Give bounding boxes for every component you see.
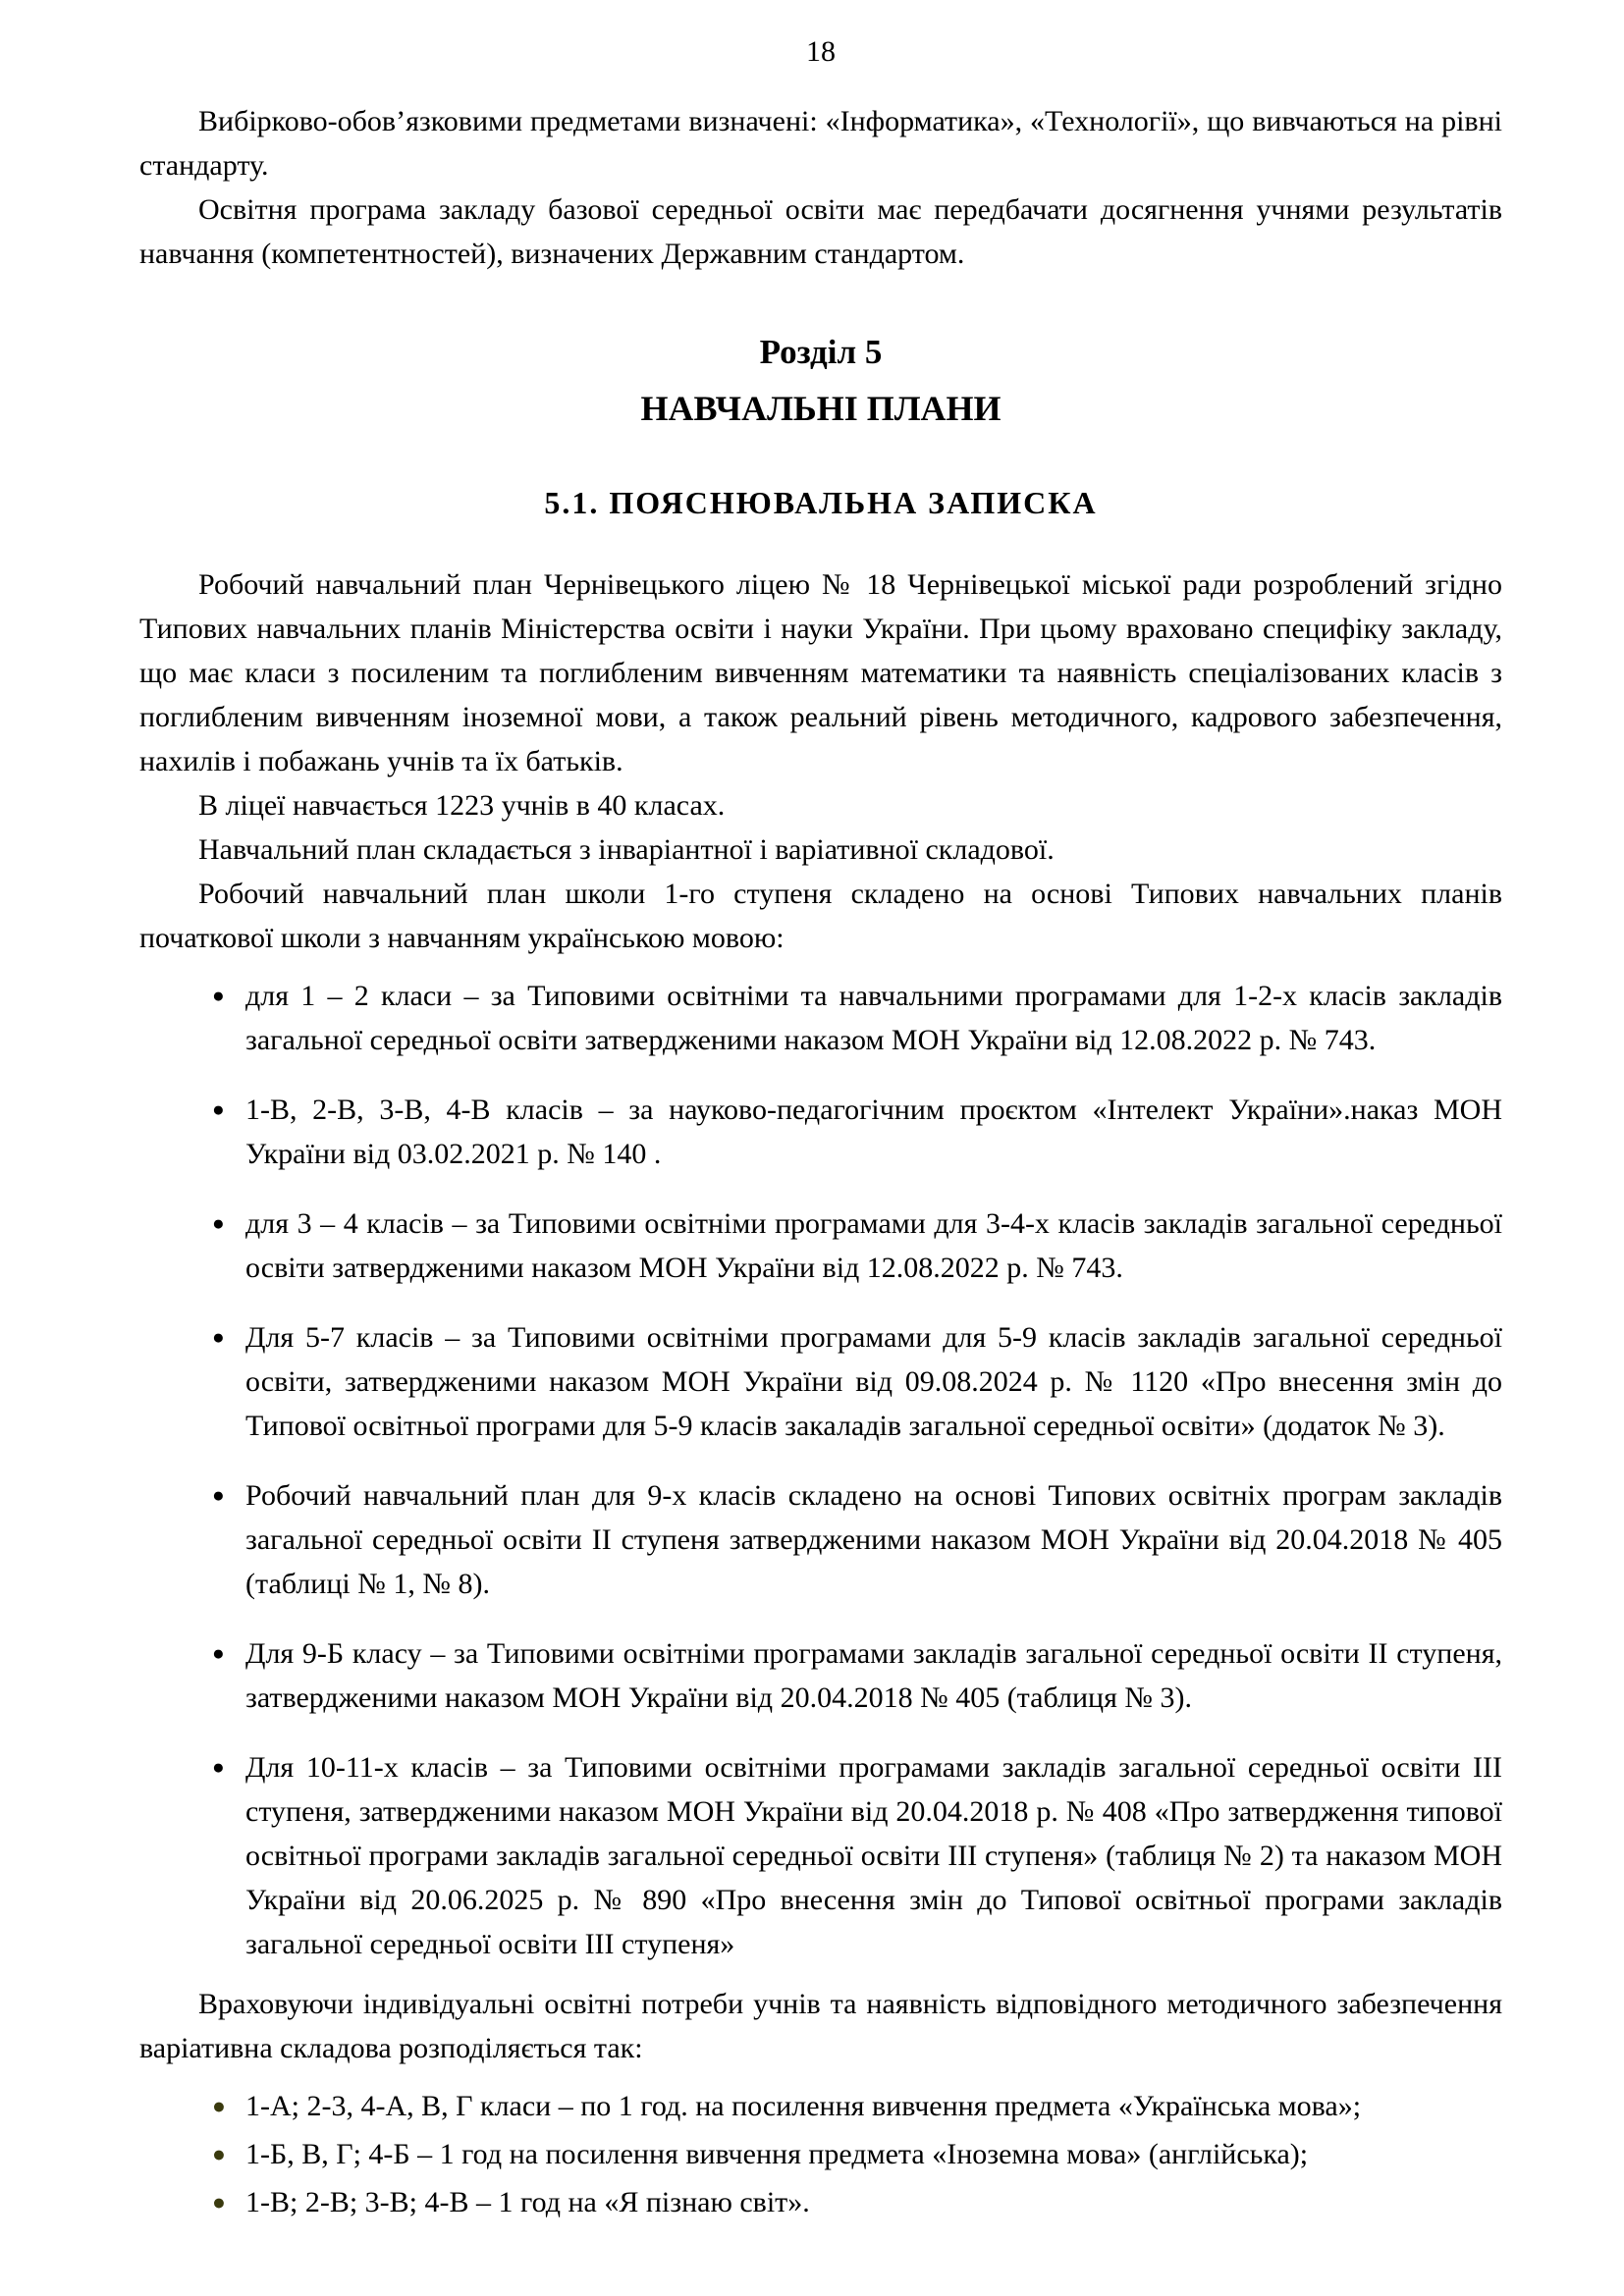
curriculum-bullet-list — [139, 974, 1502, 1966]
body-paragraph: В ліцеї навчається 1223 учнів в 40 класах. — [198, 789, 726, 822]
list-item — [212, 2180, 1502, 2224]
intro-paragraph: Вибірково-обов’язковими предметами визначені: «Інформатика», «Технології», що вивчаються на рівні стандарту. — [139, 105, 1502, 182]
section-title: 5.1. ПОЯСНЮВАЛЬНА ЗАПИСКА — [544, 485, 1098, 520]
page-number: 18 — [806, 35, 836, 68]
list-item — [212, 1745, 1502, 1966]
bullet-icon: ● — [212, 1755, 225, 1779]
list-item — [212, 1088, 1502, 1176]
list-item — [212, 1315, 1502, 1448]
list-item-text: 1-Б, В, Г; 4-Б – 1 год на посилення вивчення предмета «Іноземна мова» (англійська); — [245, 2138, 1309, 2170]
list-item — [212, 1631, 1502, 1720]
list-item-text: Для 10-11-х класів – за Типовими освітніми програмами закладів загальної середньої освіти ІІІ ступеня, затвердженими наказом МОН України від 20.04.2018 р. № 408 «Про затвердження типової освітньої програми закладів загальної середньої освіти ІІІ ступеня» (таблиця № 2) та наказом МОН України від 20.06.2025 р. № 890 «Про внесення змін до Типової освітньої програми закладів загальної середньої освіти ІІІ ступеня» — [245, 1751, 1502, 1960]
list-item-text: 1-А; 2-3, 4-А, В, Г класи – по 1 год. на посилення вивчення предмета «Українська мова»; — [245, 2090, 1362, 2122]
list-item — [212, 2132, 1502, 2176]
body-paragraph: Робочий навчальний план Чернівецького ліцею № 18 Чернівецької міської ради розроблений згідно Типових навчальних планів Міністерства освіти і науки України. При цьому враховано специфіку закладу, що має класи з посиленим та поглибленим вивченням математики та наявність спеціалізованих класів з поглибленим вивченням іноземної мови, а також реальний рівень методичного, кадрового забезпечення, нахилів і побажань учнів та їх батьків. — [139, 568, 1502, 777]
list-item — [212, 2084, 1502, 2128]
bullet-icon: ● — [212, 984, 225, 1007]
list-item — [212, 974, 1502, 1062]
body-paragraph: Робочий навчальний план школи 1-го ступеня складено на основі Типових навчальних планів початкової школи з навчанням українською мовою: — [139, 878, 1502, 954]
list-item-text: Робочий навчальний план для 9-х класів складено на основі Типових освітніх програм закладів загальної середньої освіти ІІ ступеня затвердженими наказом МОН України від 20.04.2018 № 405 (таблиці № 1, № 8). — [245, 1479, 1502, 1600]
bullet-icon: ● — [212, 1325, 225, 1349]
chapter-title: НАВЧАЛЬНІ ПЛАНИ — [640, 389, 1001, 428]
list-item — [212, 1473, 1502, 1606]
bullet-icon: ● — [212, 1097, 225, 1121]
variative-bullet-list — [139, 2084, 1502, 2224]
chapter-label: Розділ 5 — [759, 333, 883, 371]
closing-paragraph: Враховуючи індивідуальні освітні потреби учнів та наявність відповідного методичного забезпечення варіативна складова розподіляється так: — [139, 1988, 1502, 2064]
bullet-icon: ● — [212, 2190, 226, 2215]
intro-paragraph: Освітня програма закладу базової середньої освіти має передбачати досягнення учнями результатів навчання (компетентностей), визначених Державним стандартом. — [139, 193, 1502, 270]
list-item-text: для 3 – 4 класів – за Типовими освітніми програмами для 3-4-х класів закладів загальної середньої освіти затвердженими наказом МОН України від 12.08.2022 р. № 743. — [245, 1207, 1502, 1284]
bullet-icon: ● — [212, 1211, 225, 1235]
bullet-icon: ● — [212, 2142, 226, 2166]
body-paragraph: Навчальний план складається з інваріантної і варіативної складової. — [198, 833, 1055, 866]
list-item — [212, 1201, 1502, 1290]
list-item-text: Для 9-Б класу – за Типовими освітніми програмами закладів загальної середньої освіти ІІ ступеня, затвердженими наказом МОН України від 20.04.2018 № 405 (таблиця № 3). — [245, 1637, 1502, 1714]
bullet-icon: ● — [212, 1641, 225, 1665]
list-item-text: 1-В; 2-В; 3-В; 4-В – 1 год на «Я пізнаю світ». — [245, 2186, 810, 2218]
list-item-text: для 1 – 2 класи – за Типовими освітніми та навчальними програмами для 1-2-х класів закладів загальної середньої освіти затвердженими наказом МОН України від 12.08.2022 р. № 743. — [245, 980, 1502, 1056]
list-item-text: Для 5-7 класів – за Типовими освітніми програмами для 5-9 класів закладів загальної середньої освіти, затвердженими наказом МОН України від 09.08.2024 р. № 1120 «Про внесення змін до Типової освітньої програми для 5-9 класів закаладів загальної середньої освіти» (додаток № 3). — [245, 1321, 1502, 1442]
bullet-icon: ● — [212, 2094, 226, 2118]
bullet-icon: ● — [212, 1483, 225, 1507]
list-item-text: 1-В, 2-В, 3-В, 4-В класів – за науково-педагогічним проєктом «Інтелект України».наказ МОН України від 03.02.2021 р. № 140 . — [245, 1094, 1502, 1170]
